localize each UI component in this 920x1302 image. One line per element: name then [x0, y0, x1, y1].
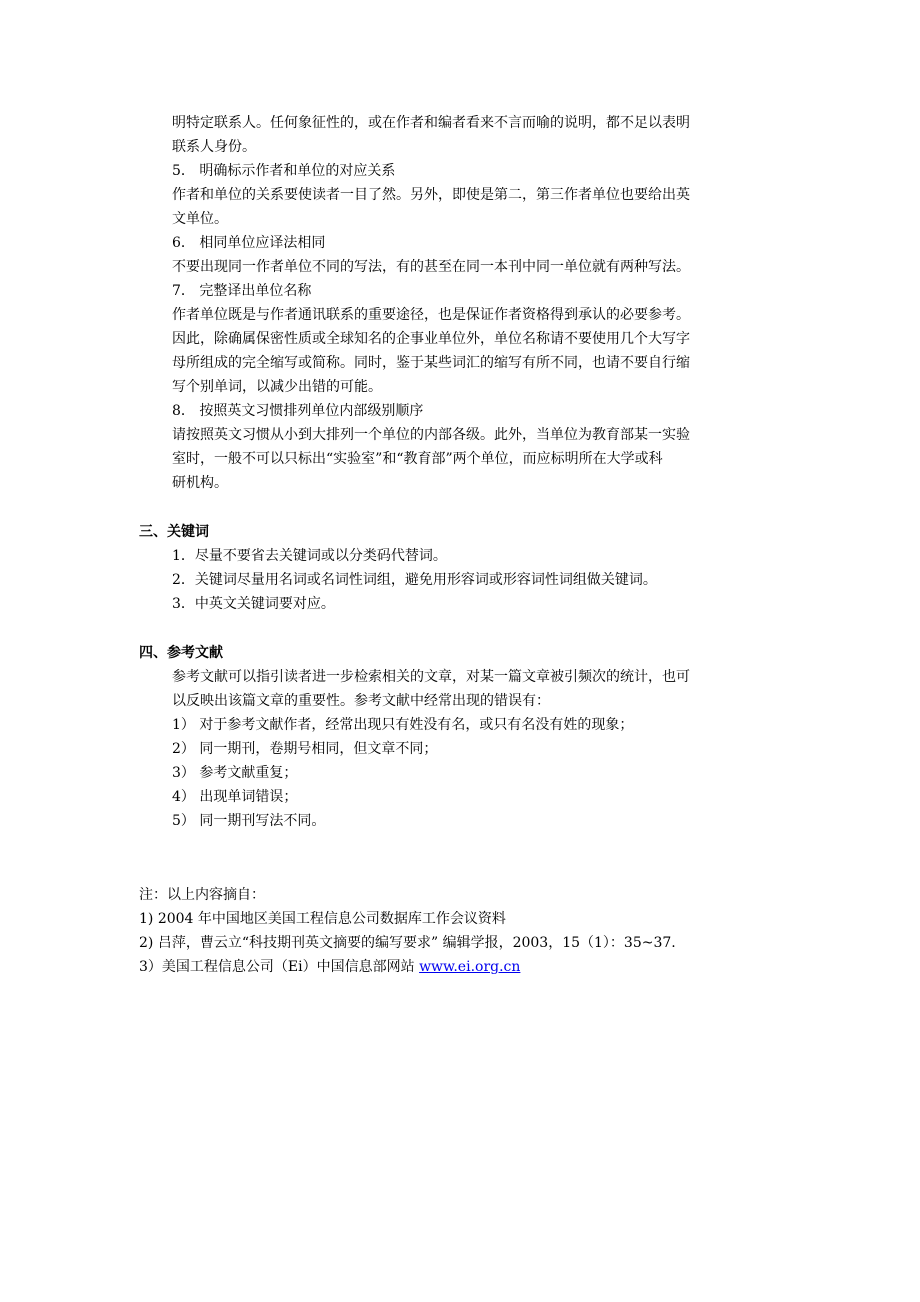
paragraph-line: 文单位。: [172, 211, 228, 227]
list-item: 1．尽量不要省去关键词或以分类码代替词。: [172, 548, 447, 564]
paragraph-line: 参考文献可以指引读者进一步检索相关的文章，对某一篇文章被引频次的统计，也可: [172, 669, 690, 685]
website-link[interactable]: www.ei.org.cn: [419, 959, 521, 975]
list-item: 4） 出现单词错误；: [172, 789, 298, 805]
paragraph-line: 请按照英文习惯从小到大排列一个单位的内部各级。此外，当单位为教育部某一实验: [172, 427, 690, 443]
note-item-3-text: 3）美国工程信息公司（Ei）中国信息部网站: [139, 959, 420, 975]
item-heading-6: 6． 相同单位应译法相同: [172, 235, 326, 251]
paragraph-line: 写个别单词，以减少出错的可能。: [172, 379, 382, 395]
note-item-3: [139, 955, 520, 979]
item-heading-8: 8． 按照英文习惯排列单位内部级别顺序: [172, 403, 424, 419]
paragraph-line: 作者单位既是与作者通讯联系的重要途径，也是保证作者资格得到承认的必要参考。: [172, 307, 690, 323]
notes-title: 注：以上内容摘自：: [139, 887, 265, 903]
list-item: 2．关键词尽量用名词或名词性词组，避免用形容词或形容词性词组做关键词。: [172, 572, 657, 588]
list-item: 3） 参考文献重复；: [172, 765, 298, 781]
paragraph-line: 以反映出该篇文章的重要性。参考文献中经常出现的错误有：: [172, 693, 550, 709]
list-item: 1） 对于参考文献作者，经常出现只有姓没有名，或只有名没有姓的现象；: [172, 717, 634, 733]
paragraph-line: 室时，一般不可以只标出“实验室”和“教育部”两个单位，而应标明所在大学或科: [172, 451, 663, 467]
list-item: 3．中英文关键词要对应。: [172, 596, 335, 612]
paragraph-line: 母所组成的完全缩写或简称。同时，鉴于某些词汇的缩写有所不同，也请不要自行缩: [172, 355, 690, 371]
paragraph-line: 联系人身份。: [172, 139, 256, 155]
list-item: 2） 同一期刊，卷期号相同，但文章不同；: [172, 741, 438, 757]
note-item-1: 1) 2004 年中国地区美国工程信息公司数据库工作会议资料: [139, 911, 506, 927]
paragraph-line: 研机构。: [172, 475, 228, 491]
section-heading-keywords: 三、关键词: [139, 524, 209, 540]
item-heading-5: 5． 明确标示作者和单位的对应关系: [172, 163, 396, 179]
paragraph-line: 作者和单位的关系要使读者一目了然。另外，即使是第二，第三作者单位也要给出英: [172, 187, 690, 203]
list-item: 5） 同一期刊写法不同。: [172, 813, 326, 829]
paragraph-line: 因此，除确属保密性质或全球知名的企事业单位外，单位名称请不要使用几个大写字: [172, 331, 690, 347]
note-item-2: 2) 吕萍，曹云立“科技期刊英文摘要的编写要求” 编辑学报，2003，15（1）：35~37.: [139, 935, 676, 951]
paragraph-line: 明特定联系人。任何象征性的，或在作者和编者看来不言而喻的说明，都不足以表明: [172, 115, 690, 131]
paragraph-line: 不要出现同一作者单位不同的写法，有的甚至在同一本刊中同一单位就有两种写法。: [172, 259, 690, 275]
section-heading-references: 四、参考文献: [139, 645, 223, 661]
item-heading-7: 7． 完整译出单位名称: [172, 283, 312, 299]
